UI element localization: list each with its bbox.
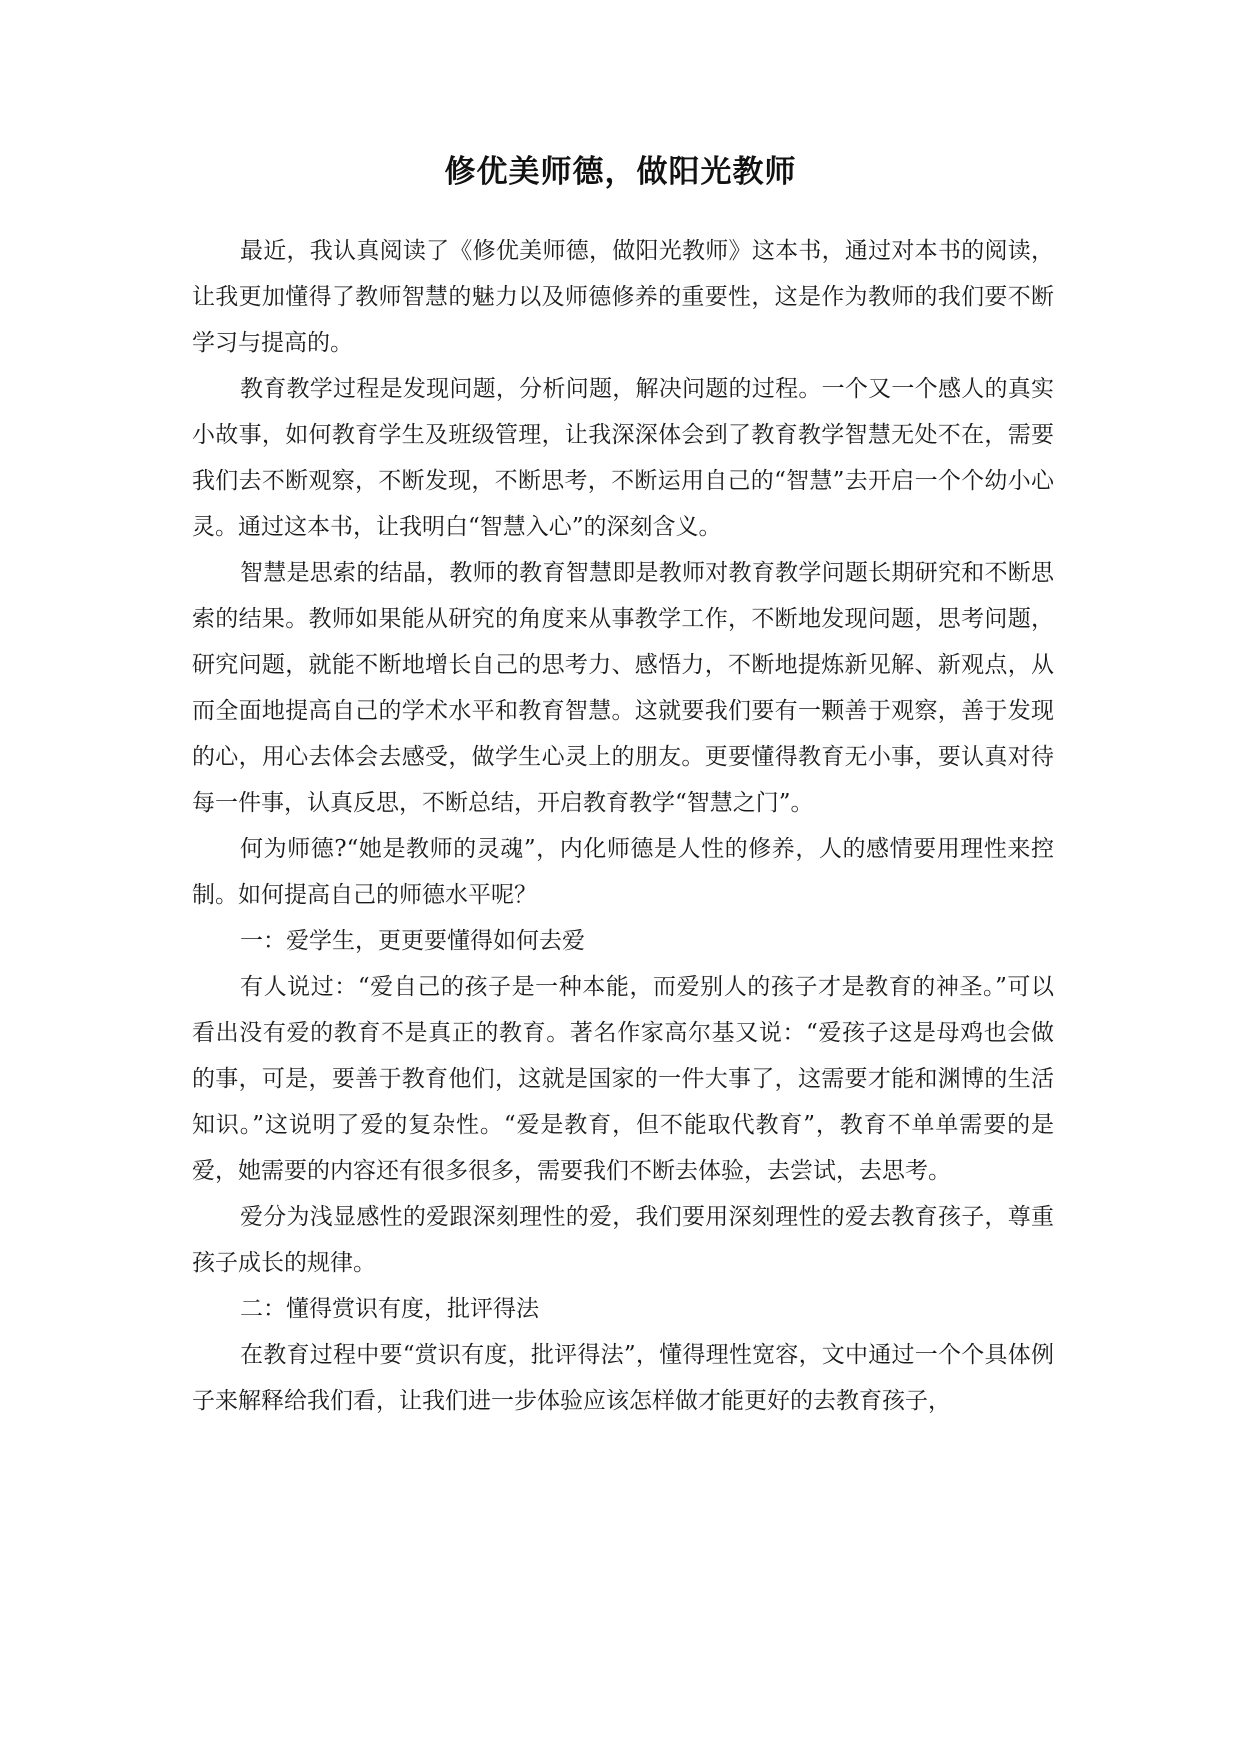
paragraph-ethics-question: 何为师德?“她是教师的灵魂”，内化师德是人性的修养，人的感情要用理性来控制。如何提高自己的师德水平呢？ — [192, 836, 1054, 908]
paragraph-teaching-process: 教育教学过程是发现问题，分析问题，解决问题的过程。一个又一个感人的真实小故事，如何教育学生及班级管理，让我深深体会到了教育教学智慧无处不在，需要我们去不断观察，不断发现，不断思考，不断运用自己的“智慧”去开启一个个幼小心灵。通过这本书，让我明白“智慧入心”的深刻含义。 — [192, 376, 1054, 540]
section-heading-love-students: 一：爱学生，更更要懂得如何去爱 — [240, 928, 585, 954]
paragraph-wisdom: 智慧是思索的结晶，教师的教育智慧即是教师对教育教学问题长期研究和不断思索的结果。教师如果能从研究的角度来从事教学工作，不断地发现问题，思考问题，研究问题，就能不断地增长自己的思考力、感悟力，不断地提炼新见解、新观点，从而全面地提高自己的学术水平和教育智慧。这就要我们要有一颗善于观察，善于发现的心，用心去体会去感受，做学生心灵上的朋友。更要懂得教育无小事，要认真对待每一件事，认真反思，不断总结，开启教育教学“智慧之门”。 — [192, 560, 1054, 816]
document-body — [192, 228, 1054, 1424]
paragraph-intro: 最近，我认真阅读了《修优美师德，做阳光教师》这本书，通过对本书的阅读，让我更加懂得了教师智慧的魅力以及师德修养的重要性，这是作为教师的我们要不断学习与提高的。 — [192, 238, 1054, 356]
paragraph-love-quote: 有人说过：“爱自己的孩子是一种本能，而爱别人的孩子才是教育的神圣。”可以看出没有爱的教育不是真正的教育。著名作家高尔基又说：“爱孩子这是母鸡也会做的事，可是，要善于教育他们，这就是国家的一件大事了，这需要才能和渊博的生活知识。”这说明了爱的复杂性。“爱是教育，但不能取代教育”，教育不单单需要的是爱，她需要的内容还有很多很多，需要我们不断去体验，去尝试，去思考。 — [192, 974, 1054, 1184]
section-heading-appreciation: 二：懂得赏识有度，批评得法 — [240, 1296, 539, 1322]
paragraph-rational-love: 爱分为浅显感性的爱跟深刻理性的爱，我们要用深刻理性的爱去教育孩子，尊重孩子成长的规律。 — [192, 1204, 1054, 1276]
paragraph-appreciation: 在教育过程中要“赏识有度，批评得法”，懂得理性宽容，文中通过一个个具体例子来解释给我们看，让我们进一步体验应该怎样做才能更好的去教育孩子， — [192, 1342, 1054, 1414]
document-title: 修优美师德，做阳光教师 — [444, 154, 797, 190]
